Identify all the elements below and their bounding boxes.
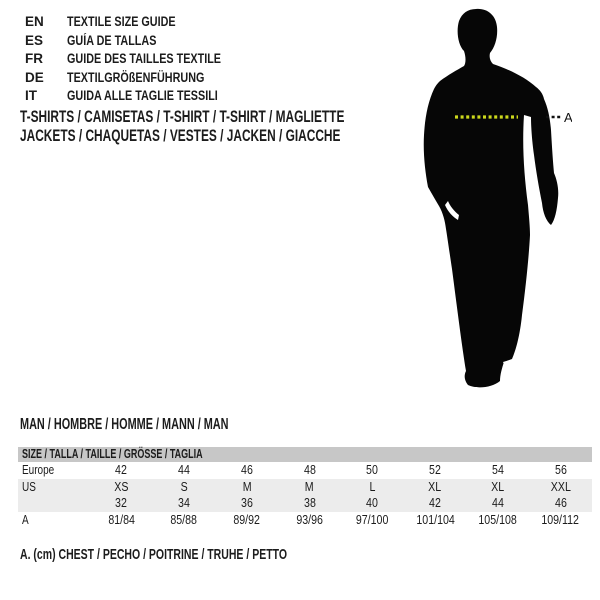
size-table (18, 447, 592, 528)
table-row-us: US XS S M M L XL XL XXL (18, 479, 592, 496)
language-label: TEXTILGRÖßENFÜHRUNG (67, 69, 205, 85)
language-code: FR (25, 51, 43, 67)
language-row-de (25, 69, 260, 88)
footnote-chest-measure: A. (cm) CHEST / PECHO / POITRINE / TRUHE / PETTO (20, 546, 288, 563)
man-silhouette-svg (412, 5, 572, 395)
language-label: TEXTILE SIZE GUIDE (67, 14, 176, 29)
man-silhouette-shape (424, 9, 559, 387)
language-code: EN (25, 14, 44, 29)
language-legend (25, 13, 260, 106)
category-tshirts: T-SHIRTS / CAMISETAS / T-SHIRT / T-SHIRT / MAGLIETTE (20, 107, 345, 126)
language-label: GUÍA DE TALLAS (67, 32, 157, 48)
language-label: GUIDA ALLE TAGLIE TESSILI (67, 88, 218, 104)
table-row-europe: Europe 42 44 46 48 50 52 54 56 (18, 462, 592, 479)
language-code: IT (25, 88, 37, 104)
row-label (18, 495, 90, 512)
language-row-en (25, 13, 260, 32)
category-jackets: JACKETS / CHAQUETAS / VESTES / JACKEN / GIACCHE (20, 125, 341, 145)
section-title-man: MAN / HOMBRE / HOMME / MANN / MAN (20, 416, 229, 433)
measure-label-a: A (564, 110, 572, 125)
language-code: DE (25, 69, 44, 85)
language-label: GUIDE DES TAILLES TEXTILE (67, 51, 222, 67)
row-label: US (22, 479, 36, 494)
row-label: Europe (22, 463, 55, 477)
language-row-fr (25, 50, 260, 69)
man-silhouette-figure (412, 5, 572, 395)
language-code: ES (25, 32, 44, 48)
row-label: A (22, 512, 29, 527)
language-row-it (25, 87, 260, 106)
table-row-numeric: 32 34 36 38 40 42 44 46 (18, 495, 592, 512)
table-row-chest-a: A 81/84 85/88 89/92 93/96 97/100 101/104 105/108 109/112 (18, 512, 592, 529)
size-table-header: SIZE / TALLA / TAILLE / GRÖSSE / TAGLIA (18, 447, 592, 462)
language-row-es (25, 32, 260, 51)
